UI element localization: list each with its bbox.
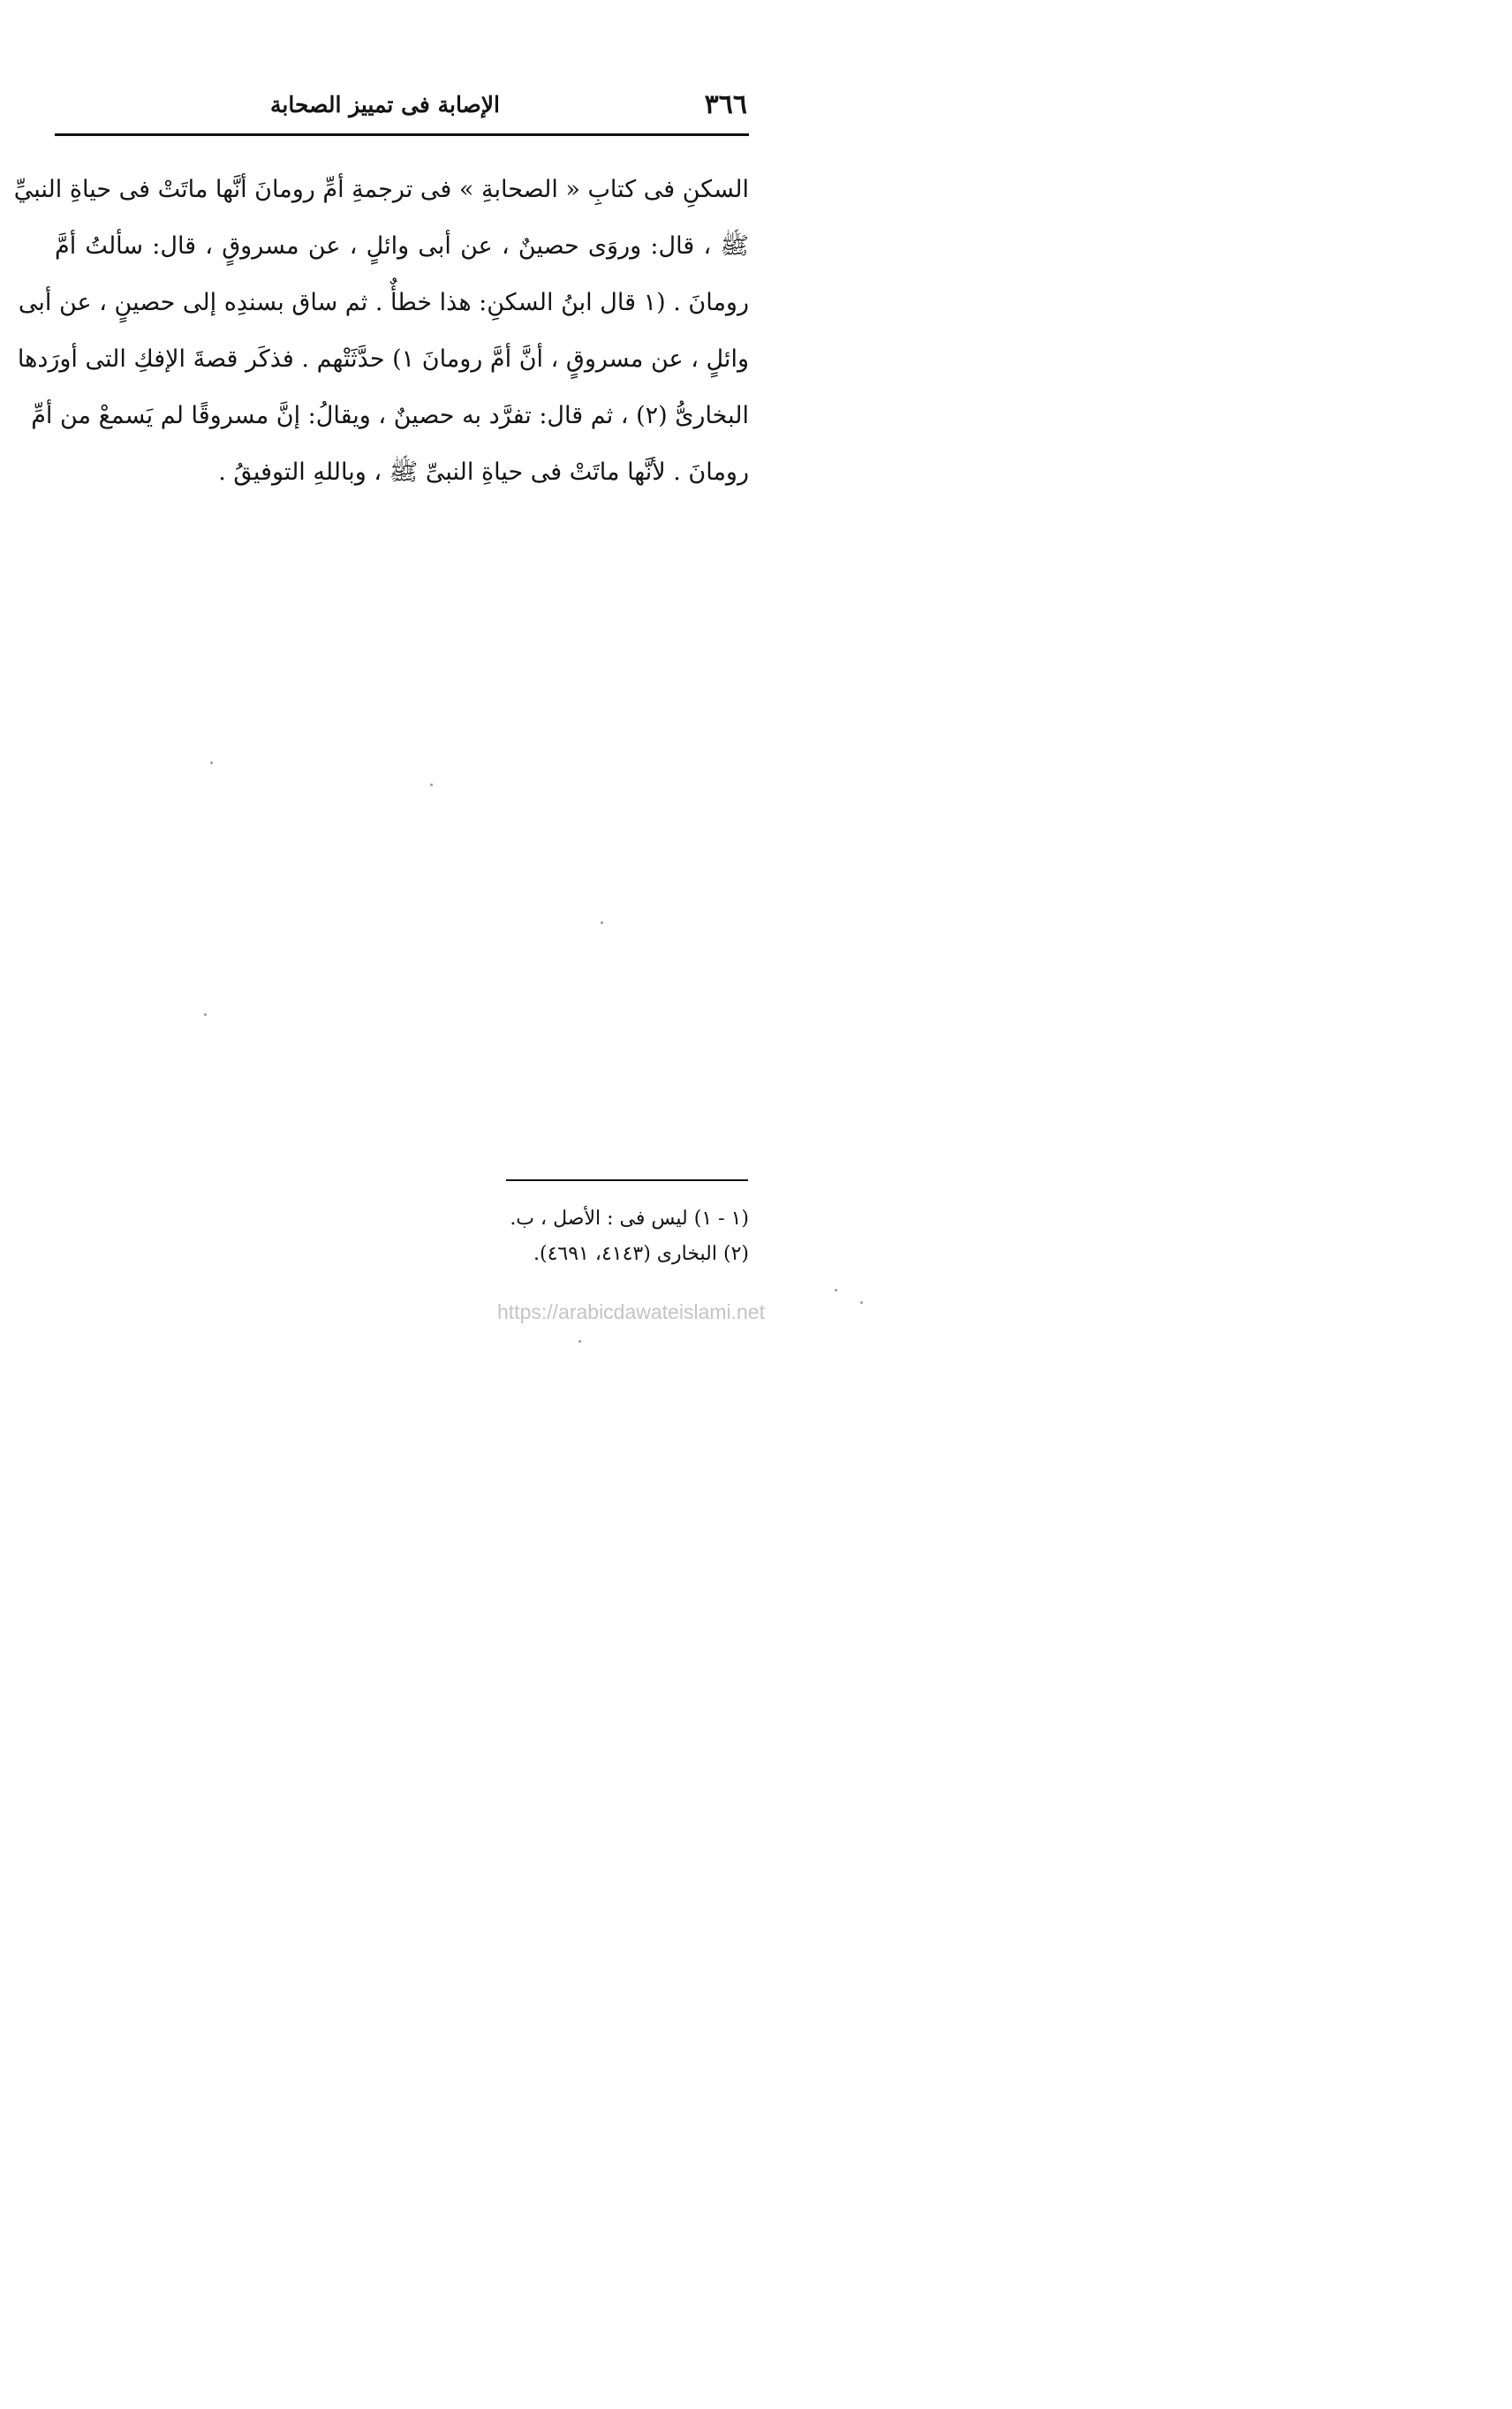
header-divider (55, 133, 749, 136)
scan-speck (835, 1289, 837, 1292)
footnote: (٢) البخارى (٤١٤٣، ٤٦٩١). (533, 1243, 749, 1265)
running-header (55, 85, 747, 125)
body-line: ﷺ ، قال: وروَى حصينٌ ، عن أبى وائلٍ ، عن مسروقٍ ، قال: سألتُ أمَّ (55, 232, 749, 260)
body-line: السكنِ فى كتابِ « الصحابةِ » فى ترجمةِ أمِّ رومانَ أنَّها ماتَتْ فى حياةِ النبيِّ (13, 176, 749, 203)
scan-speck (430, 784, 433, 786)
scan-speck (204, 1013, 207, 1016)
page-number: ٣٦٦ (704, 89, 747, 120)
body-line: البخارىُّ (٢) ، ثم قال: تفرَّد به حصينٌ ، ويقالُ: إنَّ مسروقًا لم يَسمعْ من أمِّ (31, 402, 749, 429)
footnote-divider (506, 1179, 748, 1181)
book-page (0, 0, 883, 1407)
scan-speck (601, 921, 603, 924)
body-line: وائلٍ ، عن مسروقٍ ، أنَّ أمَّ رومانَ ١) حدَّثَتْهم . فذكَر قصةَ الإفكِ التى أورَدها (17, 345, 749, 373)
footnotes (55, 1201, 749, 1272)
running-title: الإصابة فى تمييز الصحابة (270, 92, 500, 117)
body-line: رومانَ . (١ قال ابنُ السكنِ: هذا خطأٌ . ثم ساق بسندِه إلى حصينٍ ، عن أبى (18, 289, 749, 316)
scan-speck (578, 1340, 581, 1343)
watermark-url: https://arabicdawateislami.net (497, 1300, 765, 1323)
scan-speck (210, 761, 213, 764)
scan-speck (860, 1301, 863, 1304)
body-line: رومانَ . لأنَّها ماتَتْ فى حياةِ النبىِّ ﷺ ، وباللهِ التوفيقُ . (218, 458, 749, 486)
footnote: (١ - ١) ليس فى : الأصل ، ب. (510, 1208, 749, 1230)
body-text (13, 166, 749, 505)
